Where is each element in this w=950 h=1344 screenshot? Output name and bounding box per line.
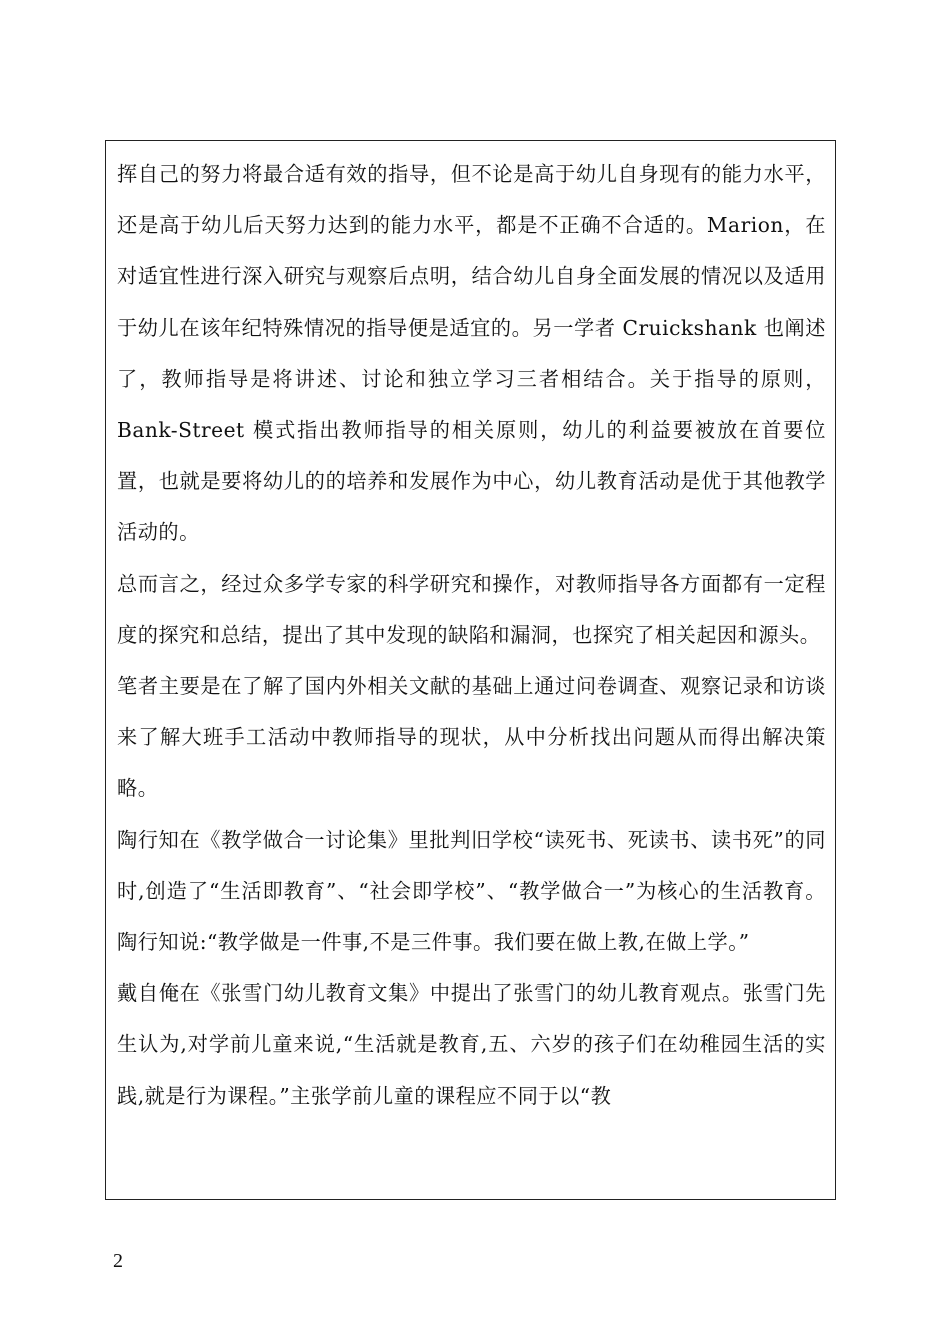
paragraph-2: 总而言之，经过众多学专家的科学研究和操作，对教师指导各方面都有一定程度的探究和总结，提出了其中发现的缺陷和漏洞，也探究了相关起因和源头。 — [117, 571, 826, 647]
bordered-text-box — [105, 140, 836, 1200]
page-number: 2 — [113, 1250, 123, 1272]
paragraph-1: 挥自己的努力将最合适有效的指导，但不论是高于幼儿自身现有的能力水平，还是高于幼儿后天努力达到的能力水平，都是不正确不合适的。Marion，在对适宜性进行深入研究与观察后点明，结合幼儿自身全面发展的情况以及适用于幼儿在该年纪特殊情况的指导便是适宜的。另一学者 Cruickshank 也阐述了，教师指导是将讲述、讨论和独立学习三者相结合。关于指导的原则，Bank-Street 模式指出教师指导的相关原则，幼儿的利益要被放在首要位置，也就是要将幼儿的的培养和发展作为中心，幼儿教育活动是优于其他教学活动的。 — [117, 162, 826, 545]
paragraph-4: 陶行知在《教学做合一讨论集》里批判旧学校“读死书、死读书、读书死”的同时,创造了“生活即教育”、“社会即学校”、“教学做合一”为核心的生活教育。陶行知说:“教学做是一件事,不是三件事。我们要在做上教,在做上学。” — [117, 827, 826, 955]
paragraph-3: 笔者主要是在了解了国内外相关文献的基础上通过问卷调查、观察记录和访谈来了解大班手工活动中教师指导的现状，从中分析找出问题从而得出解决策略。 — [117, 674, 826, 801]
paragraph-5: 戴自俺在《张雪门幼儿教育文集》中提出了张雪门的幼儿教育观点。张雪门先生认为,对学前儿童来说,“生活就是教育,五、六岁的孩子们在幼稚园生活的实践,就是行为课程。”主张学前儿童的课程应不同于以“教 — [117, 981, 826, 1108]
